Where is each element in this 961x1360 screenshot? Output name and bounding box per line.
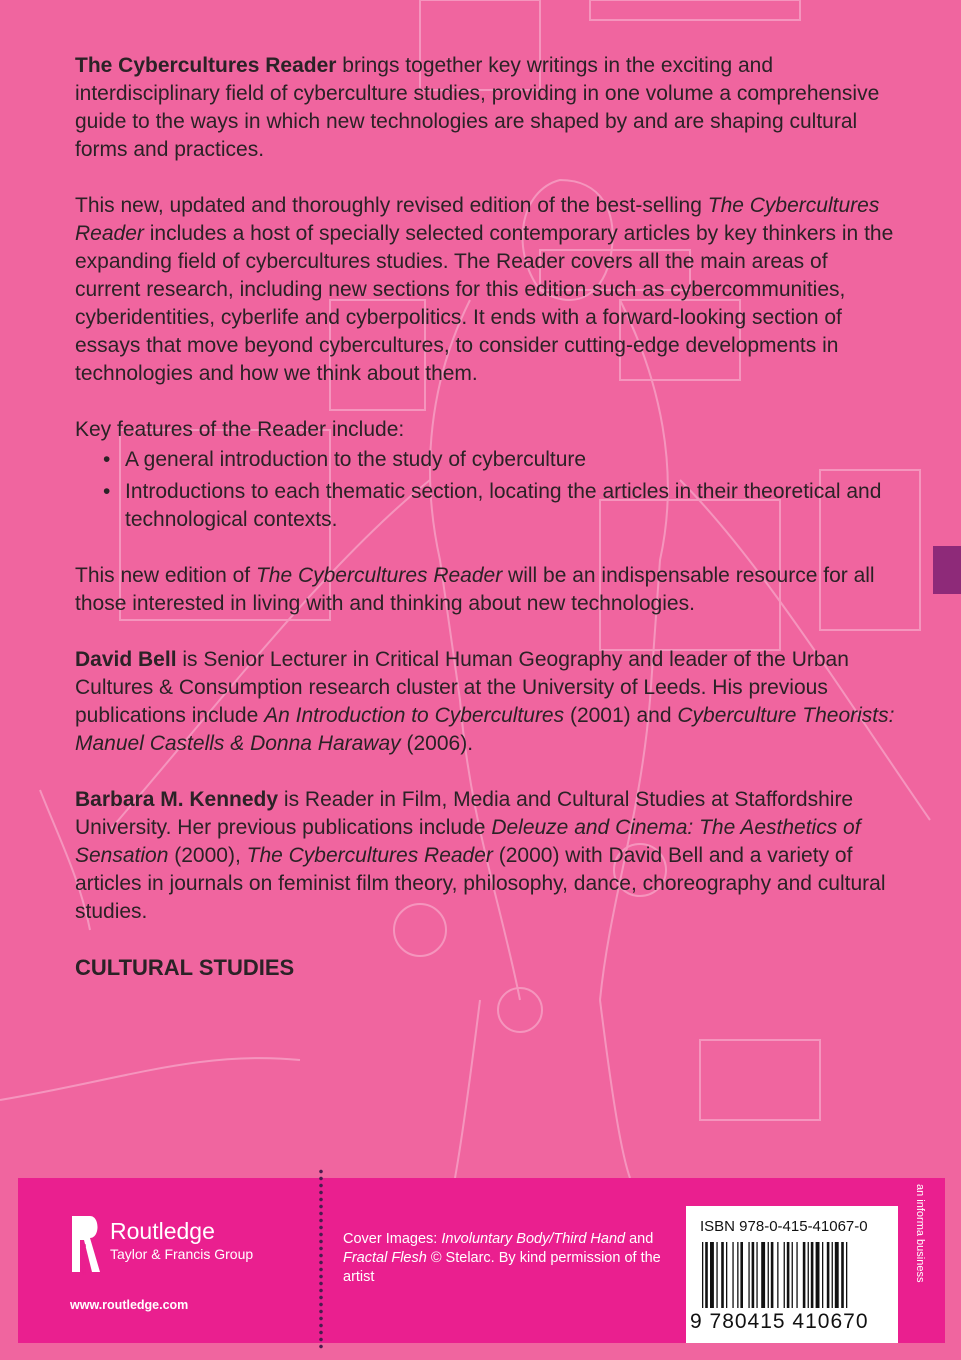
barcode-bar [835,1242,839,1308]
intro-paragraph: The Cybercultures Reader brings together key writings in the exciting and interdisciplinary field of cyberculture studies, providing in one volume a comprehensive guide to the ways in which new technologies are shaped by and are shaping cultural forms and practices. [75,54,880,161]
barcode-bar [705,1242,708,1308]
back-cover-text [75,52,895,982]
barcode-bar [716,1242,717,1308]
barcode-bar [761,1242,765,1308]
book-title-italic: Cyberculture Theorists: Manuel Castells & Donna Haraway [75,704,895,755]
barcode-bar [827,1242,830,1308]
logo-vertical-text: ROUTLEDGE [80,1244,86,1276]
barcode-bar [808,1242,809,1308]
barcode-bar [748,1242,749,1308]
informa-tagline: an informa business [914,1184,926,1283]
barcode-bar [803,1242,806,1308]
publisher-name: Routledge [110,1218,215,1244]
author-name: David Bell [75,648,177,671]
author-bio-kennedy: Barbara M. Kennedy is Reader in Film, Media and Cultural Studies at Staffordshire University. Her previous publications include Deleuze and Cinema: The Aesthetics of Sensation (2000), The Cybercultures Reader (2000) with David Bell and a variety of articles in journals on feminist film theory, philosophy, dance, choreography and cultural studies. [75,788,886,923]
list-item: • Introductions to each thematic section, locating the articles in their theoretical and technological contexts. [103,478,895,534]
barcode [702,1242,892,1308]
barcode-bar [784,1242,785,1308]
routledge-r-icon [70,1214,102,1276]
book-title: The Cybercultures Reader [75,54,337,77]
footer-band [18,1178,945,1343]
barcode-bar [732,1242,733,1308]
edition-paragraph: This new, updated and thoroughly revised edition of the best-selling The Cybercultures Reader includes a host of specially selected contemporary articles by key thinkers in the expanding field of cybercultures studies. The Reader covers all the main areas of current research, including new sections for this edition such as cybercommunities, cyberidentities, cyberlife and cyberpolitics. It ends with a forward-looking section of essays that move beyond cybercultures, to consider cutting-edge developments in technologies and how we think about them. [75,194,894,385]
barcode-bar [756,1242,757,1308]
book-title-italic: The Cybercultures Reader [75,194,880,245]
barcode-bar [702,1242,703,1308]
barcode-bar [740,1242,743,1308]
barcode-bar [816,1242,820,1308]
book-title-italic: The Cybercultures Reader [246,844,493,867]
barcode-bar [811,1242,814,1308]
features-list [75,446,895,534]
dotted-divider [318,1168,324,1350]
barcode-bar [796,1242,797,1308]
author-name: Barbara M. Kennedy [75,788,279,811]
barcode-bar [822,1242,823,1308]
barcode-bar [787,1242,790,1308]
barcode-digits: 9 780415 410670 [690,1310,869,1333]
barcode-bar [841,1242,844,1308]
barcode-bar [777,1242,778,1308]
barcode-bar [768,1242,769,1308]
book-title-italic: An Introduction to Cybercultures [264,704,565,727]
book-title-italic: Deleuze and Cinema: The Aesthetics of Sensation [75,816,861,867]
barcode-panel [686,1206,898,1343]
isbn-number: ISBN 978-0-415-41067-0 [700,1218,868,1235]
subject-category: CULTURAL STUDIES [75,955,295,980]
cover-credits: Cover Images: Involuntary Body/Third Hand and Fractal Flesh © Stelarc. By kind permission of the artist [343,1231,661,1285]
publisher-url[interactable]: www.routledge.com [70,1298,189,1312]
publisher-group: Taylor & Francis Group [110,1246,254,1262]
author-bio-bell: David Bell is Senior Lecturer in Critical Human Geography and leader of the Urban Cultures & Consumption research cluster at the University of Leeds. His previous publications include An Introduction to Cybercultures (2001) and Cyberculture Theorists: Manuel Castells & Donna Haraway (2006). [75,648,895,755]
spine-tab [933,546,961,594]
barcode-bar [792,1242,793,1308]
barcode-bar [832,1242,833,1308]
routledge-logo [70,1214,270,1312]
resource-paragraph: This new edition of The Cybercultures Reader will be an indispensable resource for all those interested in living with and thinking about new technologies. [75,564,875,615]
barcode-bar [771,1242,774,1308]
book-title-italic: The Cybercultures Reader [255,564,503,587]
barcode-bar [846,1242,847,1308]
barcode-bar [721,1242,724,1308]
barcode-bar [752,1242,755,1308]
barcode-bar [710,1242,714,1308]
barcode-bar [726,1242,727,1308]
barcode-bar [737,1242,738,1308]
features-heading: Key features of the Reader include: [75,418,405,441]
list-item: • A general introduction to the study of cyberculture [103,446,895,474]
